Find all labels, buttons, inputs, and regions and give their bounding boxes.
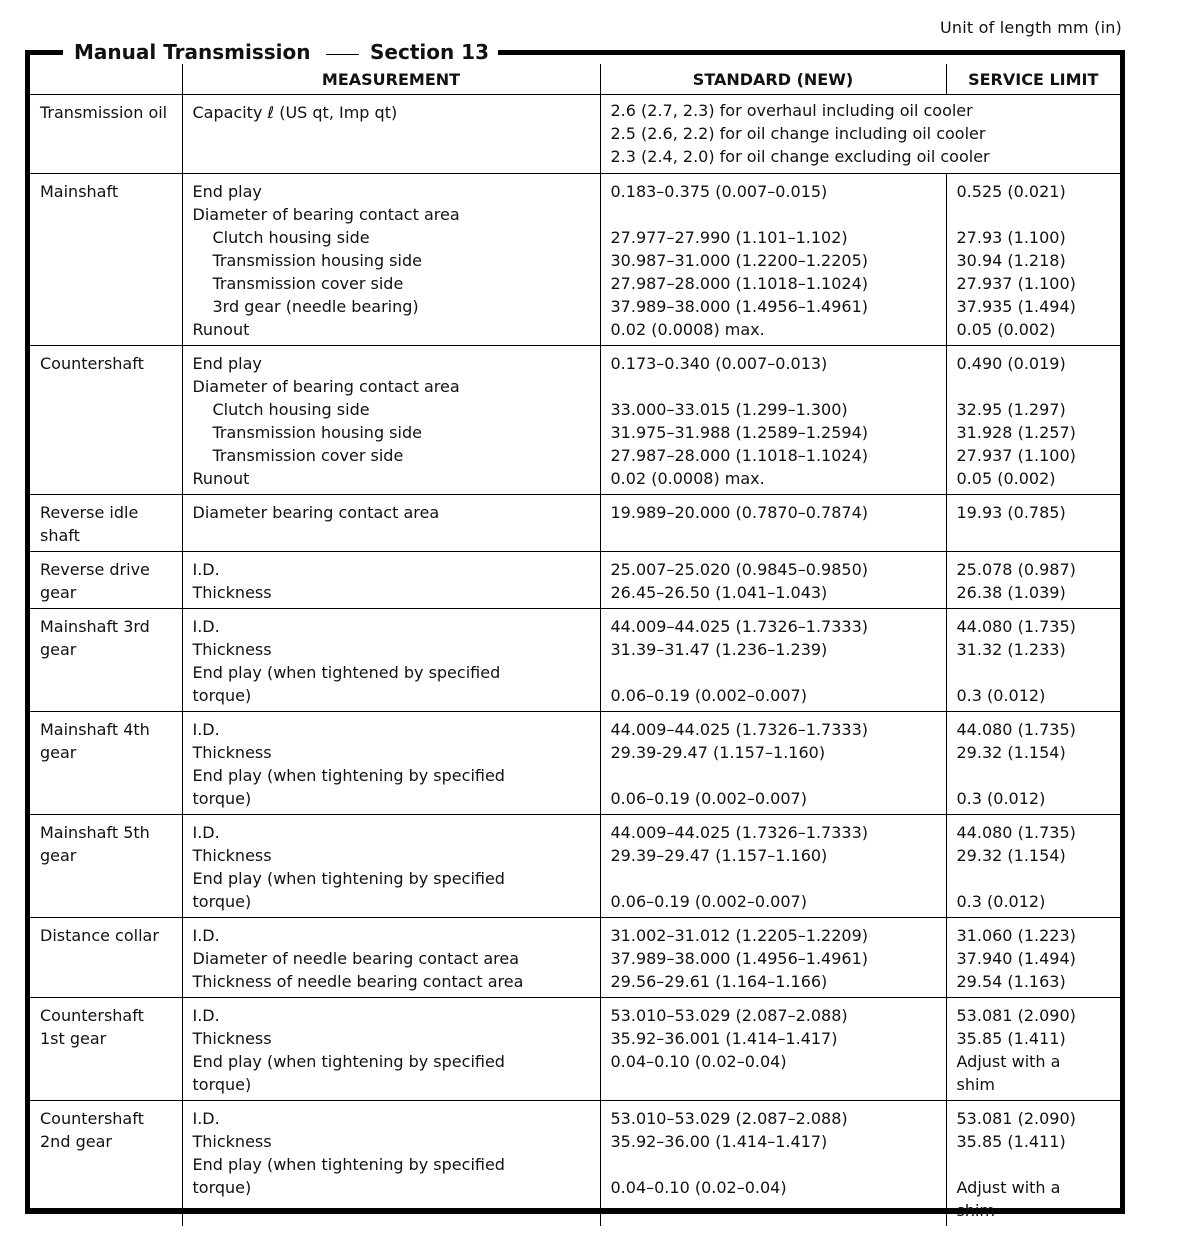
service-limit-cell	[946, 918, 1120, 998]
service-limit-value: 44.080 (1.735)	[956, 720, 1076, 739]
service-limit-value	[957, 764, 1111, 787]
service-limit-cell	[946, 346, 1120, 495]
standard-cell	[600, 174, 946, 346]
standard-cell	[600, 552, 946, 609]
service-limit-value: 30.94 (1.218)	[956, 251, 1066, 270]
service-limit-value: 0.05 (0.002)	[956, 320, 1056, 339]
service-limit-cell	[946, 1101, 1120, 1227]
component-cell	[30, 495, 182, 552]
measurement-label: Diameter of bearing contact area	[192, 205, 460, 224]
service-limit-value: 0.3 (0.012)	[956, 892, 1046, 911]
component-name: Mainshaft 3rd gear	[40, 617, 150, 659]
unit-note: Unit of length mm (in)	[940, 18, 1122, 37]
standard-cell	[600, 815, 946, 918]
standard-value: 29.39–29.47 (1.157–1.160)	[610, 846, 828, 865]
service-limit-value: 0.3 (0.012)	[956, 789, 1046, 808]
service-limit-value: 53.081 (2.090)	[956, 1109, 1076, 1128]
standard-value: 27.977–27.990 (1.101–1.102)	[610, 228, 848, 247]
service-limit-value: Adjust with a	[956, 1178, 1061, 1197]
measurement-label: Clutch housing side	[212, 228, 370, 247]
service-limit-value: 53.081 (2.090)	[956, 1006, 1076, 1025]
standard-cell	[600, 495, 946, 552]
measurement-label: Transmission housing side	[212, 251, 422, 270]
service-limit-cell	[946, 712, 1120, 815]
measurement-label: Runout	[192, 469, 250, 488]
measurement-cell	[182, 552, 600, 609]
table-row	[30, 495, 1120, 552]
service-limit-cell	[946, 815, 1120, 918]
standard-value: 44.009–44.025 (1.7326–1.7333)	[610, 823, 869, 842]
measurement-label: Diameter bearing contact area	[192, 503, 440, 522]
standard-value: 27.987–28.000 (1.1018–1.1024)	[610, 274, 869, 293]
component-name: Reverse drive gear	[40, 560, 150, 602]
component-name: Countershaft	[40, 354, 144, 373]
measurement-label: torque)	[192, 789, 252, 808]
standard-value: 30.987–31.000 (1.2200–1.2205)	[610, 251, 869, 270]
header-measurement: MEASUREMENT	[182, 64, 600, 95]
measurement-label: Thickness	[192, 583, 272, 602]
header-standard: STANDARD (NEW)	[600, 64, 946, 95]
component-name: Mainshaft	[40, 182, 119, 201]
service-limit-value	[957, 661, 1111, 684]
measurement-label: End play (when tightening by specified	[192, 766, 505, 785]
standard-cell	[600, 609, 946, 712]
service-limit-value: 27.937 (1.100)	[956, 274, 1076, 293]
standard-value: 0.06–0.19 (0.002–0.007)	[610, 892, 807, 911]
standard-value: 31.975–31.988 (1.2589–1.2594)	[610, 423, 869, 442]
table-row	[30, 918, 1120, 998]
service-limit-value: 29.54 (1.163)	[956, 972, 1066, 991]
service-limit-value: 27.937 (1.100)	[956, 446, 1076, 465]
standard-value: 27.987–28.000 (1.1018–1.1024)	[610, 446, 869, 465]
header-service-limit: SERVICE LIMIT	[946, 64, 1120, 95]
standard-value: 29.56–29.61 (1.164–1.166)	[610, 972, 828, 991]
standard-value	[611, 1153, 936, 1176]
measurement-label: Clutch housing side	[212, 400, 370, 419]
capacity-value: 2.5 (2.6, 2.2) for oil change including oil cooler	[610, 124, 986, 143]
service-limit-value: 0.3 (0.012)	[956, 686, 1046, 705]
measurement-cell	[182, 998, 600, 1101]
service-limit-value	[957, 524, 1111, 547]
standard-value	[611, 661, 936, 684]
measurement-cell	[182, 918, 600, 998]
standard-value: 0.04–0.10 (0.02–0.04)	[610, 1178, 787, 1197]
table-row	[30, 552, 1120, 609]
frame-top-rule	[498, 50, 1125, 55]
component-cell	[30, 1101, 182, 1227]
component-name: Countershaft 1st gear	[40, 1006, 144, 1048]
service-limit-value: 44.080 (1.735)	[956, 823, 1076, 842]
table-row	[30, 815, 1120, 918]
standard-value: 44.009–44.025 (1.7326–1.7333)	[610, 720, 869, 739]
measurement-label: I.D.	[192, 823, 220, 842]
title-separator-dash	[326, 54, 359, 55]
measurement-label: 3rd gear (needle bearing)	[212, 297, 419, 316]
measurement-label: torque)	[192, 686, 252, 705]
service-limit-value: shim	[956, 1201, 996, 1220]
measurement-cell	[182, 1101, 600, 1227]
standard-value: 37.989–38.000 (1.4956–1.4961)	[610, 297, 869, 316]
service-limit-value: Adjust with a	[956, 1052, 1061, 1071]
measurement-cell	[182, 346, 600, 495]
standard-value: 44.009–44.025 (1.7326–1.7333)	[610, 617, 869, 636]
measurement-label: torque)	[192, 892, 252, 911]
measurement-label: End play (when tightening by specified	[192, 1052, 505, 1071]
measurement-label: I.D.	[192, 560, 220, 579]
service-limit-value: 25.078 (0.987)	[956, 560, 1076, 579]
measurement-label: torque)	[192, 1178, 252, 1197]
frame-top-rule	[25, 50, 63, 55]
standard-value	[611, 375, 936, 398]
capacity-values-cell	[600, 95, 1120, 174]
measurement-label: Thickness	[192, 743, 272, 762]
header-row	[30, 64, 1120, 95]
component-cell	[30, 815, 182, 918]
service-limit-value: 44.080 (1.735)	[956, 617, 1076, 636]
standard-value: 37.989–38.000 (1.4956–1.4961)	[610, 949, 869, 968]
table-row	[30, 346, 1120, 495]
standard-value	[611, 1073, 936, 1096]
standard-value: 26.45–26.50 (1.041–1.043)	[610, 583, 828, 602]
service-limit-value: 29.32 (1.154)	[956, 743, 1066, 762]
standard-cell	[600, 918, 946, 998]
standard-value	[611, 867, 936, 890]
service-limit-cell	[946, 495, 1120, 552]
measurement-cell	[182, 174, 600, 346]
measurement-label: I.D.	[192, 1109, 220, 1128]
measurement-cell	[182, 712, 600, 815]
component-name: Distance collar	[40, 926, 159, 945]
component-name: Reverse idle shaft	[40, 503, 139, 545]
component-cell	[30, 998, 182, 1101]
standard-value: 31.39–31.47 (1.236–1.239)	[610, 640, 828, 659]
service-limit-value: 29.32 (1.154)	[956, 846, 1066, 865]
measurement-label: Capacity ℓ (US qt, Imp qt)	[192, 103, 398, 122]
service-limit-value	[957, 203, 1111, 226]
standard-value	[611, 764, 936, 787]
measurement-cell	[182, 495, 600, 552]
measurement-label: End play	[192, 354, 262, 373]
service-limit-value: 35.85 (1.411)	[956, 1132, 1066, 1151]
standard-value: 35.92–36.00 (1.414–1.417)	[610, 1132, 828, 1151]
standard-cell	[600, 346, 946, 495]
table-row	[30, 609, 1120, 712]
capacity-value: 2.6 (2.7, 2.3) for overhaul including oil cooler	[610, 101, 973, 120]
table-row	[30, 1101, 1120, 1227]
standard-value: 53.010–53.029 (2.087–2.088)	[610, 1109, 848, 1128]
measurement-label: Thickness of needle bearing contact area	[192, 972, 524, 991]
standard-value: 29.39-29.47 (1.157–1.160)	[610, 743, 826, 762]
measurement-label	[193, 524, 590, 547]
service-limit-value: 19.93 (0.785)	[956, 503, 1066, 522]
measurement-label: Thickness	[192, 640, 272, 659]
service-limit-value: 32.95 (1.297)	[956, 400, 1066, 419]
service-limit-value: 0.05 (0.002)	[956, 469, 1056, 488]
service-limit-value: 31.32 (1.233)	[956, 640, 1066, 659]
section-title	[74, 40, 490, 64]
measurement-label: Transmission cover side	[212, 274, 404, 293]
section-number: Section 13	[370, 40, 490, 64]
spec-table	[30, 64, 1120, 1226]
service-limit-value: 31.060 (1.223)	[956, 926, 1076, 945]
service-limit-value: 37.940 (1.494)	[956, 949, 1076, 968]
table-row	[30, 712, 1120, 815]
service-limit-value: 0.525 (0.021)	[956, 182, 1066, 201]
standard-cell	[600, 712, 946, 815]
component-cell	[30, 95, 182, 174]
standard-value: 0.06–0.19 (0.002–0.007)	[610, 686, 807, 705]
component-cell	[30, 609, 182, 712]
service-limit-value: 27.93 (1.100)	[956, 228, 1066, 247]
service-limit-value	[957, 867, 1111, 890]
measurement-cell	[182, 609, 600, 712]
measurement-label: Thickness	[192, 1029, 272, 1048]
standard-value: 25.007–25.020 (0.9845–0.9850)	[610, 560, 869, 579]
component-name: Transmission oil	[40, 103, 168, 122]
service-limit-value: 37.935 (1.494)	[956, 297, 1076, 316]
component-cell	[30, 552, 182, 609]
measurement-label: torque)	[192, 1075, 252, 1094]
component-cell	[30, 918, 182, 998]
service-limit-value: 26.38 (1.039)	[956, 583, 1066, 602]
measurement-label: Thickness	[192, 1132, 272, 1151]
measurement-label: Diameter of needle bearing contact area	[192, 949, 519, 968]
measurement-label: I.D.	[192, 926, 220, 945]
service-limit-cell	[946, 174, 1120, 346]
measurement-label: Thickness	[192, 846, 272, 865]
component-name: Mainshaft 4th gear	[40, 720, 150, 762]
standard-value	[611, 524, 936, 547]
table-row	[30, 95, 1120, 174]
standard-cell	[600, 1101, 946, 1227]
measurement-label: Runout	[192, 320, 250, 339]
service-limit-cell	[946, 552, 1120, 609]
standard-value: 33.000–33.015 (1.299–1.300)	[610, 400, 848, 419]
part-title: Manual Transmission	[74, 40, 311, 64]
measurement-label: I.D.	[192, 617, 220, 636]
service-limit-cell	[946, 998, 1120, 1101]
service-limit-cell	[946, 609, 1120, 712]
component-name: Mainshaft 5th gear	[40, 823, 150, 865]
service-limit-value: shim	[956, 1075, 996, 1094]
standard-value: 0.04–0.10 (0.02–0.04)	[610, 1052, 787, 1071]
standard-value: 0.02 (0.0008) max.	[610, 469, 765, 488]
service-limit-value: 0.490 (0.019)	[956, 354, 1066, 373]
measurement-label: Transmission cover side	[212, 446, 404, 465]
service-limit-value	[957, 375, 1111, 398]
measurement-label: I.D.	[192, 1006, 220, 1025]
measurement-label: Transmission housing side	[212, 423, 422, 442]
measurement-label	[193, 1199, 590, 1222]
measurement-cell	[182, 815, 600, 918]
measurement-label: End play (when tightening by specified	[192, 869, 505, 888]
component-cell	[30, 174, 182, 346]
header-component	[30, 64, 182, 95]
capacity-value: 2.3 (2.4, 2.0) for oil change excluding oil cooler	[610, 147, 990, 166]
standard-value: 0.183–0.375 (0.007–0.015)	[610, 182, 828, 201]
measurement-label: End play (when tightened by specified	[192, 663, 501, 682]
standard-value: 0.06–0.19 (0.002–0.007)	[610, 789, 807, 808]
service-limit-value	[957, 1153, 1111, 1176]
measurement-label: I.D.	[192, 720, 220, 739]
standard-value	[611, 203, 936, 226]
measurement-label: End play	[192, 182, 262, 201]
standard-value: 0.02 (0.0008) max.	[610, 320, 765, 339]
standard-value: 0.173–0.340 (0.007–0.013)	[610, 354, 828, 373]
standard-cell	[600, 998, 946, 1101]
standard-value: 35.92–36.001 (1.414–1.417)	[610, 1029, 838, 1048]
service-limit-value: 31.928 (1.257)	[956, 423, 1076, 442]
measurement-cell	[182, 95, 600, 174]
component-cell	[30, 346, 182, 495]
service-limit-value: 35.85 (1.411)	[956, 1029, 1066, 1048]
table-row	[30, 174, 1120, 346]
measurement-label: End play (when tightening by specified	[192, 1155, 505, 1174]
standard-value: 31.002–31.012 (1.2205–1.2209)	[610, 926, 869, 945]
standard-value: 19.989–20.000 (0.7870–0.7874)	[610, 503, 869, 522]
component-name: Countershaft 2nd gear	[40, 1109, 144, 1151]
measurement-label: Diameter of bearing contact area	[192, 377, 460, 396]
standard-value	[611, 1199, 936, 1222]
component-cell	[30, 712, 182, 815]
table-row	[30, 998, 1120, 1101]
standard-value: 53.010–53.029 (2.087–2.088)	[610, 1006, 848, 1025]
